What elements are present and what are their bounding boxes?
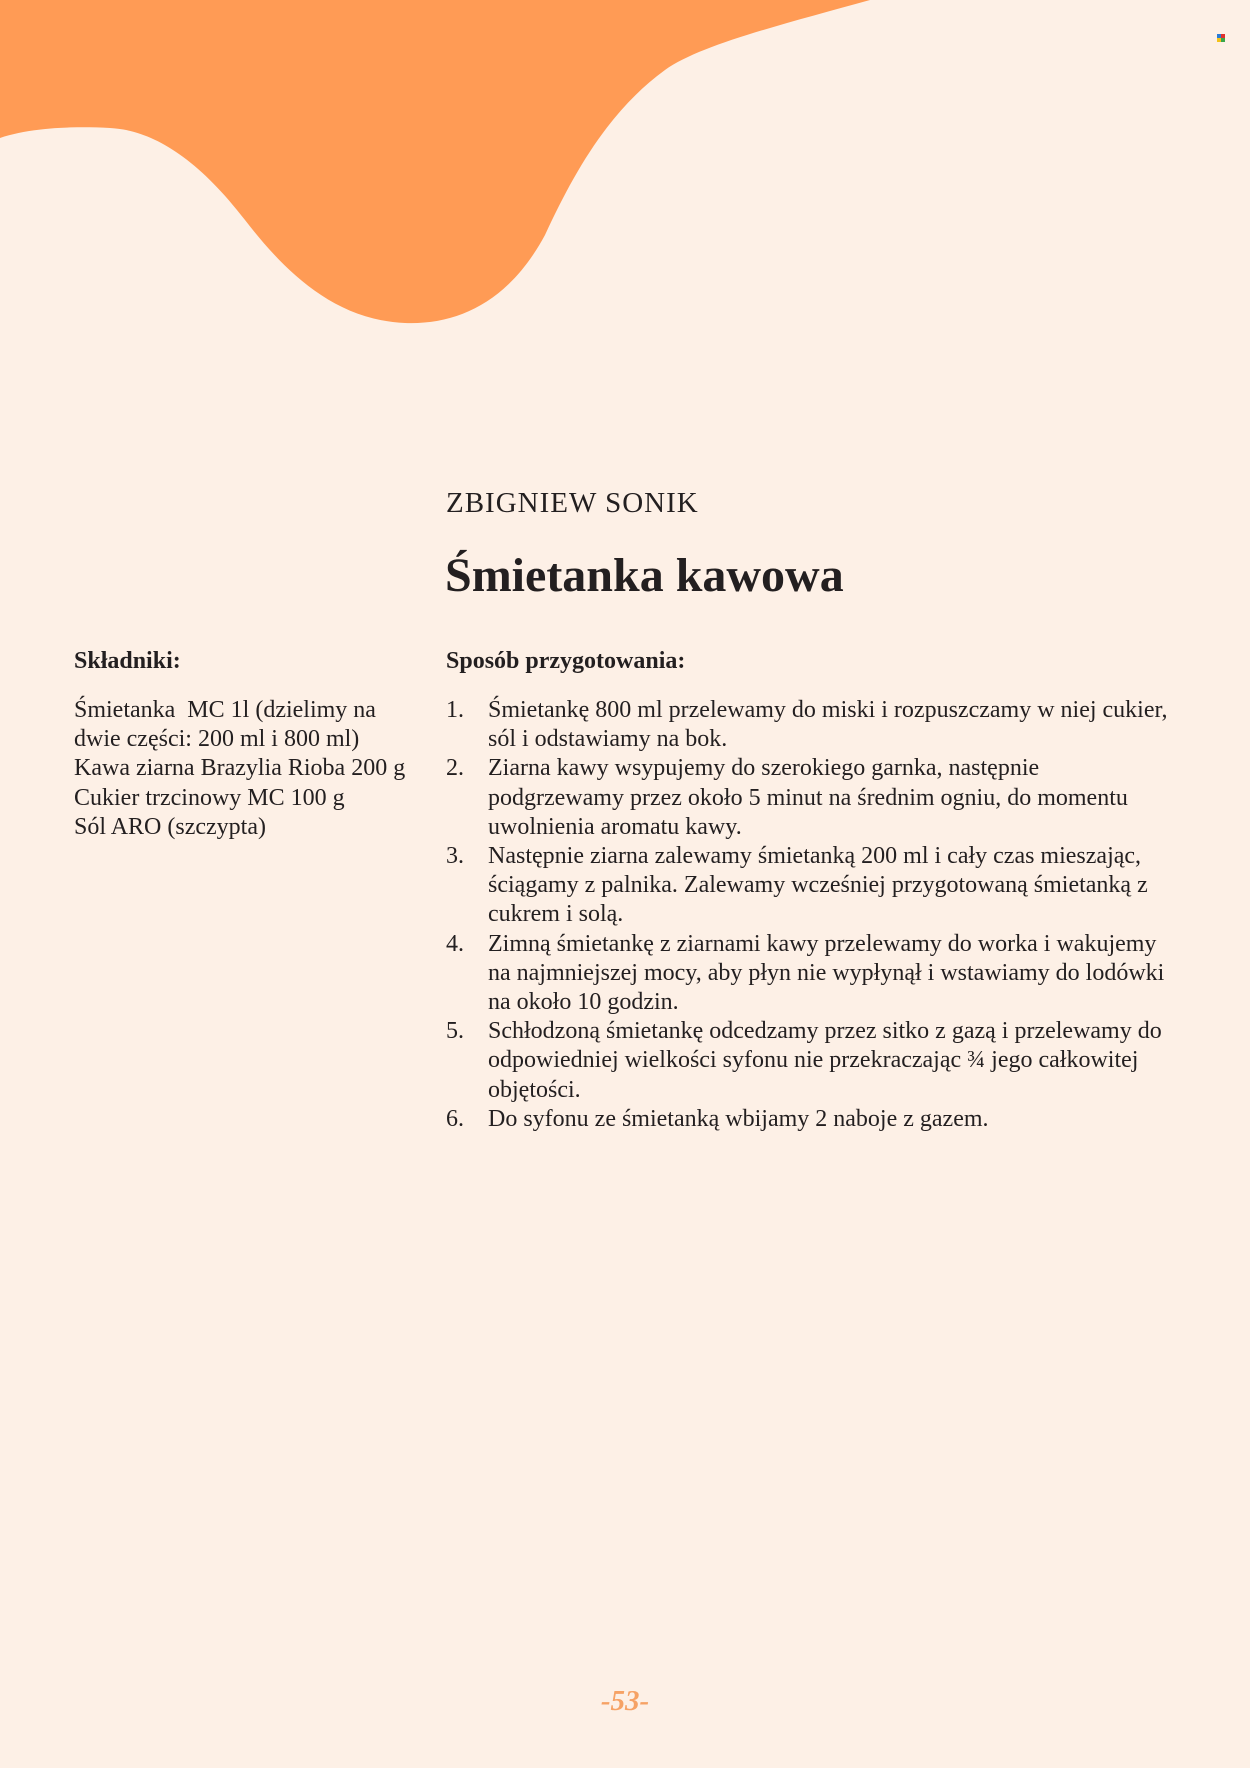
step-number: 4.	[446, 930, 464, 957]
ingredient-line: Śmietanka MC 1l (dzielimy na	[74, 697, 376, 723]
step-item	[446, 754, 1181, 842]
color-registration-mark	[1217, 34, 1226, 43]
step-item	[446, 696, 1181, 754]
step-text: Śmietankę 800 ml przelewamy do miski i rozpuszczamy w niej cukier, sól i odstawiamy na bok.	[488, 697, 1168, 753]
preparation-steps	[446, 696, 1181, 1134]
ingredients-list	[74, 696, 414, 842]
step-text: Zimną śmietankę z ziarnami kawy przelewamy do worka i wakujemy na najmniejszej mocy, aby płyn nie wypłynął i wstawiamy do lodówki na około 10 godzin.	[488, 930, 1165, 1016]
step-number: 5.	[446, 1018, 464, 1045]
recipe-title: Śmietanka kawowa	[445, 549, 844, 602]
step-text: Następnie ziarna zalewamy śmietanką 200 ml i cały czas mieszając, ściągamy z palnika. Zalewamy wcześniej przygotowaną śmietanką z cukrem i solą.	[488, 843, 1148, 928]
ingredient-line: Sól ARO (szczypta)	[74, 813, 266, 840]
ingredients-heading: Składniki:	[74, 648, 181, 674]
ingredient-line: dwie części: 200 ml i 800 ml)	[74, 726, 360, 753]
preparation-heading: Sposób przygotowania:	[446, 648, 686, 674]
ingredient-line: Cukier trzcinowy MC 100 g	[74, 784, 345, 811]
page-number: -53-	[600, 1685, 650, 1717]
step-item	[446, 1105, 1181, 1134]
step-number: 6.	[446, 1105, 464, 1132]
step-number: 3.	[446, 843, 464, 870]
step-text: Ziarna kawy wsypujemy do szerokiego garnka, następnie podgrzewamy przez około 5 minut na średnim ogniu, do momentu uwolnienia aromatu kawy.	[488, 755, 1128, 840]
author-name: ZBIGNIEW SONIK	[446, 487, 699, 519]
step-item	[446, 1017, 1181, 1105]
ingredient-line: Kawa ziarna Brazylia Rioba 200 g	[74, 755, 406, 782]
step-item	[446, 930, 1181, 1018]
step-number: 2.	[446, 755, 464, 782]
step-number: 1.	[446, 697, 464, 723]
decorative-orange-blob	[0, 0, 1250, 340]
step-text: Do syfonu ze śmietanką wbijamy 2 naboje z gazem.	[488, 1105, 989, 1132]
step-text: Schłodzoną śmietankę odcedzamy przez sitko z gazą i przelewamy do odpowiedniej wielkości syfonu nie przekraczając ¾ jego całkowitej objętości.	[488, 1018, 1162, 1103]
step-item	[446, 842, 1181, 930]
